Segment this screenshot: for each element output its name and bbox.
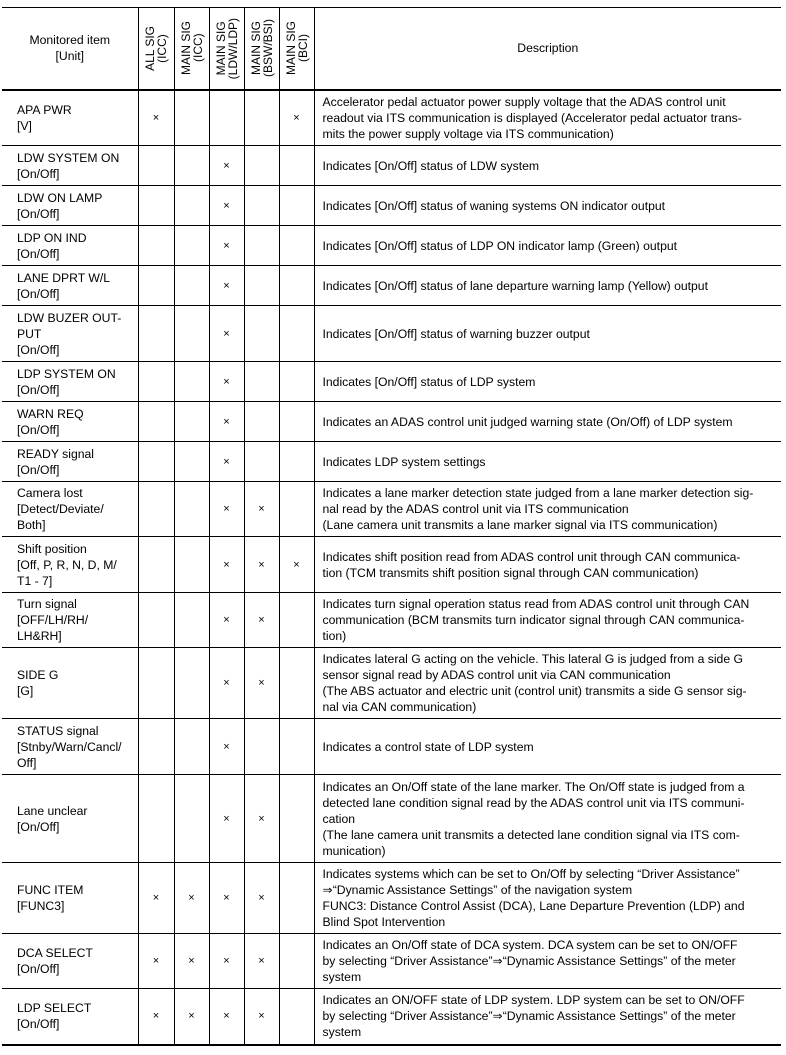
applicability-mark-cell xyxy=(174,226,209,266)
applicability-mark-cell: × xyxy=(279,537,314,593)
monitored-item-cell: Lane unclear [On/Off] xyxy=(2,775,138,863)
applicability-mark-cell: × xyxy=(244,537,279,593)
header-main-sig-ldw-ldp: MAIN SIG (LDW/LDP) xyxy=(209,8,244,90)
applicability-mark-cell xyxy=(138,648,174,719)
applicability-mark-cell xyxy=(138,482,174,537)
monitored-item-cell: LDP ON IND [On/Off] xyxy=(2,226,138,266)
header-main-sig-bsw-bsi: MAIN SIG (BSW/BSI) xyxy=(244,8,279,90)
applicability-mark-cell xyxy=(244,306,279,362)
table-row xyxy=(2,719,781,775)
applicability-mark-cell xyxy=(174,593,209,648)
applicability-mark-cell xyxy=(279,934,314,989)
applicability-mark-cell xyxy=(138,226,174,266)
monitored-item-cell: LANE DPRT W/L [On/Off] xyxy=(2,266,138,306)
applicability-mark-cell xyxy=(244,90,279,146)
applicability-mark-cell xyxy=(279,775,314,863)
applicability-mark-cell: × xyxy=(209,266,244,306)
applicability-mark-cell xyxy=(209,90,244,146)
applicability-mark-cell: × xyxy=(209,863,244,934)
table-row xyxy=(2,186,781,226)
description-cell: Indicates systems which can be set to On/Off by selecting “Driver Assistance” ⇒“Dynamic Assistance Settings” of the navigation system FUNC3: Distance Control Assist (DCA), Lane Departure Prevention (LDP) and Blind Spot Intervention xyxy=(314,863,781,934)
description-cell: Indicates an On/Off state of the lane marker. The On/Off state is judged from a detected lane condition signal read by the ADAS control unit via ITS communi- cation (The lane camera unit transmits a detected lane condition signal via ITS com- munication) xyxy=(314,775,781,863)
applicability-mark-cell: × xyxy=(209,775,244,863)
applicability-mark-cell: × xyxy=(244,934,279,989)
applicability-mark-cell xyxy=(138,593,174,648)
applicability-mark-cell xyxy=(174,482,209,537)
header-main-sig-bci: MAIN SIG (BCI) xyxy=(279,8,314,90)
applicability-mark-cell: × xyxy=(209,537,244,593)
monitored-item-cell: LDP SYSTEM ON [On/Off] xyxy=(2,362,138,402)
header-description: Description xyxy=(314,8,781,90)
applicability-mark-cell: × xyxy=(209,648,244,719)
applicability-mark-cell xyxy=(279,306,314,362)
applicability-mark-cell xyxy=(174,537,209,593)
applicability-mark-cell: × xyxy=(138,863,174,934)
applicability-mark-cell xyxy=(279,442,314,482)
applicability-mark-cell: × xyxy=(138,90,174,146)
table-row xyxy=(2,989,781,1045)
applicability-mark-cell xyxy=(174,146,209,186)
description-cell: Indicates [On/Off] status of warning buzzer output xyxy=(314,306,781,362)
applicability-mark-cell xyxy=(138,442,174,482)
applicability-mark-cell: × xyxy=(244,989,279,1045)
description-cell: Indicates turn signal operation status read from ADAS control unit through CAN communication (BCM transmits turn indicator signal through CAN communica- tion) xyxy=(314,593,781,648)
applicability-mark-cell: × xyxy=(138,934,174,989)
applicability-mark-cell xyxy=(279,226,314,266)
applicability-mark-cell: × xyxy=(209,482,244,537)
applicability-mark-cell xyxy=(138,362,174,402)
table-header-row xyxy=(2,8,781,90)
applicability-mark-cell xyxy=(138,402,174,442)
description-cell: Indicates a lane marker detection state judged from a lane marker detection sig- nal read by the ADAS control unit via ITS communication (Lane camera unit transmits a lane marker signal via ITS communication) xyxy=(314,482,781,537)
description-cell: Indicates an On/Off state of DCA system. DCA system can be set to ON/OFF by selecting “Driver Assistance”⇒“Dynamic Assistance Settings” of the meter system xyxy=(314,934,781,989)
applicability-mark-cell xyxy=(174,362,209,402)
applicability-mark-cell: × xyxy=(209,593,244,648)
applicability-mark-cell: × xyxy=(244,863,279,934)
table-row xyxy=(2,934,781,989)
applicability-mark-cell xyxy=(174,306,209,362)
table-row xyxy=(2,537,781,593)
table-row xyxy=(2,226,781,266)
applicability-mark-cell xyxy=(244,362,279,402)
applicability-mark-cell: × xyxy=(209,934,244,989)
applicability-mark-cell: × xyxy=(209,306,244,362)
applicability-mark-cell xyxy=(138,719,174,775)
applicability-mark-cell xyxy=(279,593,314,648)
header-main-sig-icc: MAIN SIG (ICC) xyxy=(174,8,209,90)
table-row xyxy=(2,482,781,537)
header-monitored-item: Monitored item [Unit] xyxy=(2,8,138,90)
applicability-mark-cell xyxy=(279,266,314,306)
monitored-item-cell: Camera lost [Detect/Deviate/ Both] xyxy=(2,482,138,537)
monitored-item-cell: SIDE G [G] xyxy=(2,648,138,719)
applicability-mark-cell xyxy=(279,719,314,775)
table-row xyxy=(2,593,781,648)
applicability-mark-cell: × xyxy=(209,362,244,402)
applicability-mark-cell: × xyxy=(209,226,244,266)
applicability-mark-cell: × xyxy=(244,482,279,537)
applicability-mark-cell xyxy=(174,775,209,863)
table-row xyxy=(2,306,781,362)
table-row xyxy=(2,146,781,186)
table-row xyxy=(2,863,781,934)
applicability-mark-cell xyxy=(138,266,174,306)
table-row xyxy=(2,442,781,482)
monitored-item-cell: STATUS signal [Stnby/Warn/Cancl/ Off] xyxy=(2,719,138,775)
table-row xyxy=(2,362,781,402)
description-cell: Accelerator pedal actuator power supply voltage that the ADAS control unit readout via ITS communication is displayed (Accelerator pedal actuator trans- mits the power supply voltage via ITS communication) xyxy=(314,90,781,146)
table-row xyxy=(2,266,781,306)
description-cell: Indicates lateral G acting on the vehicle. This lateral G is judged from a side G sensor signal read by ADAS control unit via CAN communication (The ABS actuator and electric unit (control unit) transmits a side G sensor sig- nal via CAN communication) xyxy=(314,648,781,719)
applicability-mark-cell xyxy=(244,226,279,266)
monitored-item-cell: LDW SYSTEM ON [On/Off] xyxy=(2,146,138,186)
applicability-mark-cell xyxy=(138,186,174,226)
monitored-item-cell: APA PWR [V] xyxy=(2,90,138,146)
applicability-mark-cell xyxy=(279,989,314,1045)
applicability-mark-cell xyxy=(138,775,174,863)
table-row xyxy=(2,648,781,719)
applicability-mark-cell xyxy=(174,186,209,226)
applicability-mark-cell: × xyxy=(209,442,244,482)
applicability-mark-cell: × xyxy=(244,648,279,719)
applicability-mark-cell xyxy=(138,146,174,186)
applicability-mark-cell xyxy=(279,648,314,719)
applicability-mark-cell xyxy=(174,719,209,775)
description-cell: Indicates [On/Off] status of LDP system xyxy=(314,362,781,402)
applicability-mark-cell xyxy=(244,402,279,442)
description-cell: Indicates [On/Off] status of LDP ON indicator lamp (Green) output xyxy=(314,226,781,266)
applicability-mark-cell: × xyxy=(279,90,314,146)
description-cell: Indicates [On/Off] status of waning systems ON indicator output xyxy=(314,186,781,226)
applicability-mark-cell xyxy=(138,537,174,593)
description-cell: Indicates a control state of LDP system xyxy=(314,719,781,775)
applicability-mark-cell xyxy=(174,266,209,306)
monitored-item-cell: Turn signal [OFF/LH/RH/ LH&RH] xyxy=(2,593,138,648)
description-cell: Indicates LDP system settings xyxy=(314,442,781,482)
table-row xyxy=(2,775,781,863)
table-row xyxy=(2,90,781,146)
monitored-item-cell: LDW BUZER OUT- PUT [On/Off] xyxy=(2,306,138,362)
description-cell: Indicates an ADAS control unit judged warning state (On/Off) of LDP system xyxy=(314,402,781,442)
applicability-mark-cell xyxy=(279,482,314,537)
applicability-mark-cell xyxy=(244,442,279,482)
table-row xyxy=(2,402,781,442)
applicability-mark-cell: × xyxy=(209,186,244,226)
applicability-mark-cell: × xyxy=(209,989,244,1045)
applicability-mark-cell xyxy=(244,266,279,306)
applicability-mark-cell xyxy=(279,146,314,186)
description-cell: Indicates shift position read from ADAS control unit through CAN communica- tion (TCM transmits shift position signal through CAN communication) xyxy=(314,537,781,593)
applicability-mark-cell: × xyxy=(244,593,279,648)
monitored-item-cell: Shift position [Off, P, R, N, D, M/ T1 - 7] xyxy=(2,537,138,593)
applicability-mark-cell: × xyxy=(174,989,209,1045)
monitored-item-cell: READY signal [On/Off] xyxy=(2,442,138,482)
applicability-mark-cell: × xyxy=(209,719,244,775)
monitored-item-cell: FUNC ITEM [FUNC3] xyxy=(2,863,138,934)
header-all-sig-icc: ALL SIG (ICC) xyxy=(138,8,174,90)
applicability-mark-cell xyxy=(279,863,314,934)
applicability-mark-cell xyxy=(244,719,279,775)
applicability-mark-cell: × xyxy=(209,402,244,442)
applicability-mark-cell: × xyxy=(138,989,174,1045)
monitored-item-cell: LDP SELECT [On/Off] xyxy=(2,989,138,1045)
applicability-mark-cell: × xyxy=(174,863,209,934)
applicability-mark-cell: × xyxy=(209,146,244,186)
applicability-mark-cell xyxy=(138,306,174,362)
applicability-mark-cell xyxy=(174,90,209,146)
description-cell: Indicates an ON/OFF state of LDP system. LDP system can be set to ON/OFF by selecting “Driver Assistance”⇒“Dynamic Assistance Settings” of the meter system xyxy=(314,989,781,1045)
applicability-mark-cell xyxy=(244,146,279,186)
applicability-mark-cell xyxy=(174,402,209,442)
monitored-item-cell: WARN REQ [On/Off] xyxy=(2,402,138,442)
applicability-mark-cell xyxy=(279,402,314,442)
applicability-mark-cell: × xyxy=(244,775,279,863)
applicability-mark-cell xyxy=(279,186,314,226)
description-cell: Indicates [On/Off] status of LDW system xyxy=(314,146,781,186)
description-cell: Indicates [On/Off] status of lane departure warning lamp (Yellow) output xyxy=(314,266,781,306)
applicability-mark-cell xyxy=(174,648,209,719)
monitored-item-cell: DCA SELECT [On/Off] xyxy=(2,934,138,989)
applicability-mark-cell: × xyxy=(174,934,209,989)
applicability-mark-cell xyxy=(244,186,279,226)
monitored-item-cell: LDW ON LAMP [On/Off] xyxy=(2,186,138,226)
monitor-item-table xyxy=(2,7,781,1046)
applicability-mark-cell xyxy=(279,362,314,402)
applicability-mark-cell xyxy=(174,442,209,482)
